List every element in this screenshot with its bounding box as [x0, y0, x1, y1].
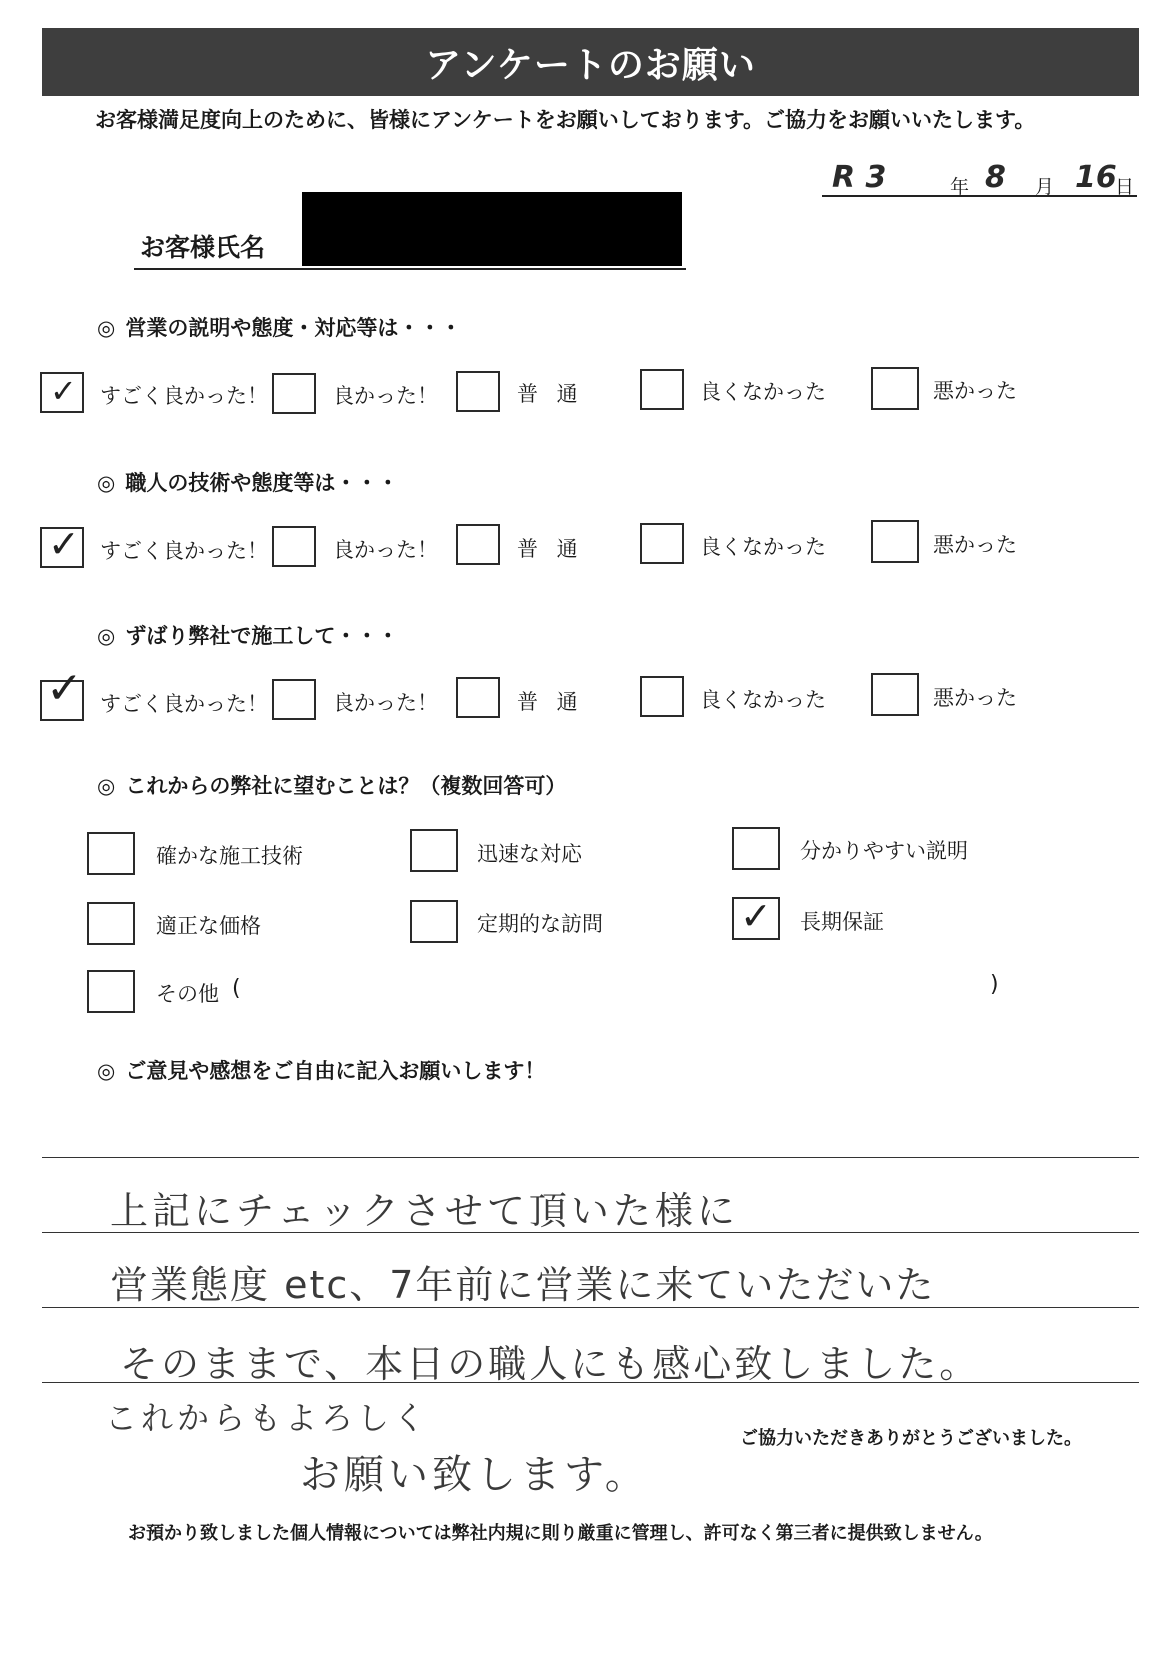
question-text: ご意見や感想をご自由に記入お願いします！ [125, 1059, 546, 1083]
wish-check-mark: ✓ [740, 894, 772, 938]
wish-quick-response-checkbox[interactable] [410, 829, 458, 872]
wish-other: その他 [156, 982, 219, 1006]
q2-option-very-good: すごく良かった！ [100, 539, 268, 563]
q1-option-bad: 悪かった [933, 379, 1017, 403]
wish-regular-visit: 定期的な訪問 [477, 912, 603, 936]
bullet-mark: ◎ [97, 471, 116, 495]
comment-line-1: 上記にチェックさせて頂いた様に [110, 1189, 739, 1233]
q3-option-bad: 悪かった [933, 686, 1017, 710]
wish-fair-price-checkbox[interactable] [87, 902, 135, 945]
q3-option-not-good: 良くなかった [700, 688, 826, 712]
survey-title: アンケートのお願い [42, 28, 1139, 96]
survey-intro: お客様満足度向上のために、皆様にアンケートをお願いしております。ご協力をお願いいたします。 [95, 108, 1036, 132]
comment-line-5: お願い致します。 [300, 1452, 649, 1498]
q1-option-good-checkbox[interactable] [272, 373, 316, 414]
question-text: ずばり弊社で施工して・・・ [125, 624, 399, 648]
q2-option-bad-checkbox[interactable] [871, 520, 919, 563]
question-text: これからの弊社に望むことは？（複数回答可） [125, 774, 567, 798]
bullet-mark: ◎ [97, 316, 116, 340]
comment-line-4: これからもよろしく [105, 1399, 430, 1437]
q3-option-average: 普 通 [517, 690, 578, 714]
customer-name-redacted [302, 192, 682, 266]
q2-option-bad: 悪かった [933, 533, 1017, 557]
q3-check-mark: ✓ [46, 663, 83, 714]
q2-option-good-checkbox[interactable] [272, 526, 316, 567]
date-day-label: 日 [1115, 176, 1135, 198]
q2-option-average: 普 通 [517, 537, 578, 561]
date-month-label: 月 [1035, 176, 1055, 198]
comment-line-3: そのままで、本日の職人にも感心致しました。 [120, 1342, 981, 1386]
q1-option-very-good: すごく良かった！ [100, 384, 268, 408]
comments-label [97, 1055, 545, 1085]
q1-option-average-checkbox[interactable] [456, 371, 500, 412]
q1-option-bad-checkbox[interactable] [871, 367, 919, 410]
q3-option-not-good-checkbox[interactable] [640, 676, 684, 717]
bullet-mark: ◎ [97, 624, 116, 648]
date-year-label: 年 [950, 176, 970, 198]
question-overall-label [97, 620, 398, 650]
q2-check-mark: ✓ [48, 522, 80, 566]
wish-fair-price: 適正な価格 [156, 914, 261, 938]
bullet-mark: ◎ [97, 774, 116, 798]
wish-other-close-paren: ) [990, 972, 999, 997]
wish-clear-explanation: 分かりやすい説明 [800, 839, 968, 863]
wish-technique-checkbox[interactable] [87, 832, 135, 875]
customer-name-underline [134, 268, 686, 270]
wish-other-open-paren: ( [232, 976, 241, 1001]
q1-option-not-good: 良くなかった [700, 380, 826, 404]
q3-option-very-good: すごく良かった！ [100, 692, 268, 716]
wish-regular-visit-checkbox[interactable] [410, 900, 458, 943]
q1-option-good: 良かった！ [333, 384, 438, 408]
question-wishes-label [97, 770, 566, 800]
date-era-year[interactable]: R 3 [832, 160, 887, 195]
question-craftsman-label [97, 467, 398, 497]
q2-option-not-good-checkbox[interactable] [640, 523, 684, 564]
q2-option-average-checkbox[interactable] [456, 524, 500, 565]
q3-option-average-checkbox[interactable] [456, 677, 500, 718]
question-sales-label [97, 312, 461, 342]
q1-option-average: 普 通 [517, 382, 578, 406]
wish-long-warranty: 長期保証 [800, 910, 884, 934]
q3-option-bad-checkbox[interactable] [871, 673, 919, 716]
q1-check-mark: ✓ [50, 372, 77, 410]
comment-line-2: 営業態度 etc、7年前に営業に来ていただいた [110, 1263, 936, 1307]
wish-technique: 確かな施工技術 [156, 844, 303, 868]
date-month[interactable]: 8 [985, 160, 1006, 195]
thanks-message: ご協力いただきありがとうございました。 [740, 1428, 1082, 1449]
customer-name-label: お客様氏名 [140, 233, 266, 262]
comment-rule-1 [42, 1157, 1139, 1158]
q1-option-not-good-checkbox[interactable] [640, 369, 684, 410]
wish-clear-explanation-checkbox[interactable] [732, 827, 780, 870]
q3-option-good-checkbox[interactable] [272, 679, 316, 720]
question-text: 営業の説明や態度・対応等は・・・ [125, 316, 462, 340]
q2-option-not-good: 良くなかった [700, 535, 826, 559]
date-day[interactable]: 16 [1075, 160, 1117, 195]
wish-quick-response: 迅速な対応 [477, 842, 582, 866]
q3-option-good: 良かった！ [333, 691, 438, 715]
privacy-notice: お預かり致しました個人情報については弊社内規に則り厳重に管理し、許可なく第三者に提供致しません。 [128, 1523, 993, 1544]
q2-option-good: 良かった！ [333, 538, 438, 562]
date-underline [822, 195, 1137, 197]
question-text: 職人の技術や態度等は・・・ [125, 471, 399, 495]
wish-other-checkbox[interactable] [87, 970, 135, 1013]
bullet-mark: ◎ [97, 1059, 116, 1083]
